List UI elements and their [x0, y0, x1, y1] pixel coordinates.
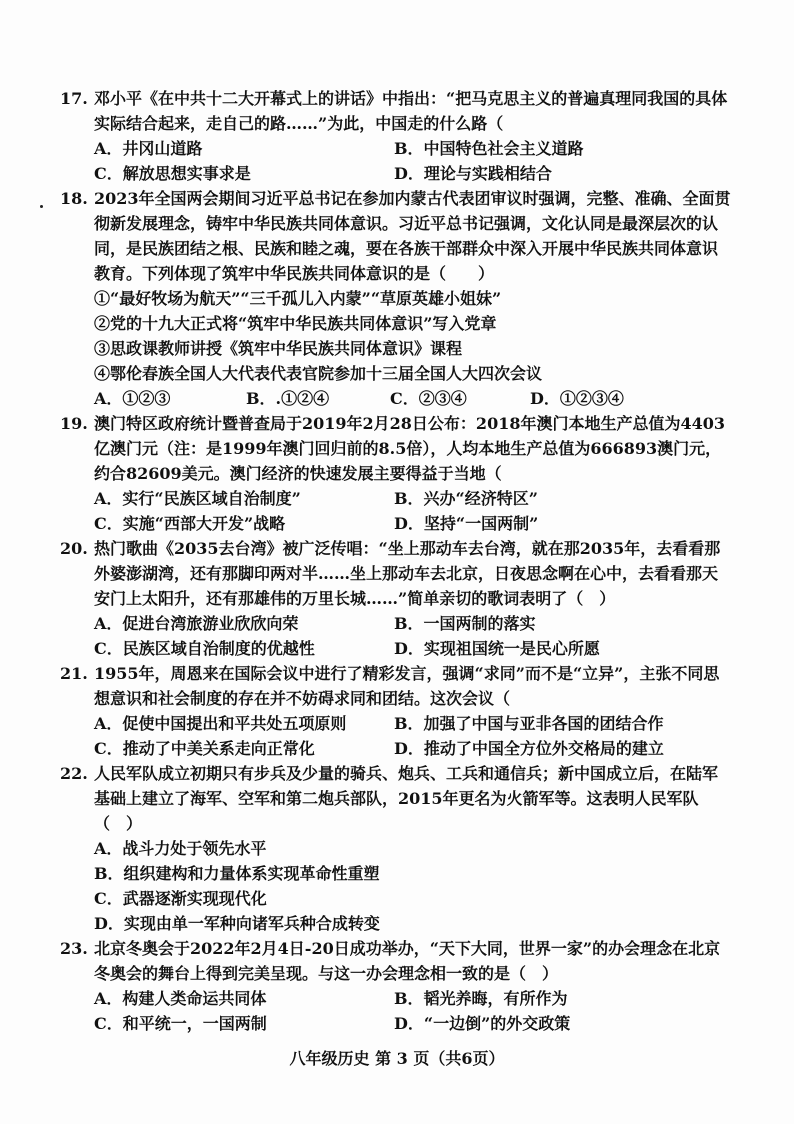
question-number: 19.: [60, 414, 88, 433]
question-19: [60, 411, 732, 536]
statement-2: ②党的十九大正式将“筑牢中华民族共同体意识”写入党章: [94, 314, 497, 333]
option-a: A．促进台湾旅游业欣欣向荣: [94, 614, 299, 633]
question-23: [60, 936, 732, 1036]
question-number: 23.: [60, 939, 88, 958]
question-number: 20.: [60, 539, 88, 558]
question-number: 22.: [60, 764, 88, 783]
question-stem: [60, 86, 732, 136]
option-b: B．兴办“经济特区”: [394, 489, 538, 508]
question-stem: [60, 536, 732, 611]
option-a: A．促使中国提出和平共处五项原则: [94, 714, 347, 733]
question-list: [60, 86, 732, 1036]
option-b: B．组织建构和力量体系实现革命性重塑: [94, 864, 380, 883]
statement-4: ④鄂伦春族全国人大代表代表官院参加十三届全国人大四次会议: [94, 364, 543, 383]
question-stem: [60, 411, 732, 486]
option-c: C．和平统一，一国两制: [94, 1014, 267, 1033]
question-20: [60, 536, 732, 661]
question-number: 21.: [60, 664, 88, 683]
question-21: [60, 661, 732, 761]
option-c: C．民族区域自治制度的优越性: [94, 639, 315, 658]
options: [60, 986, 732, 1036]
option-a: A．实行“民族区域自治制度”: [94, 489, 301, 508]
question-number: 17.: [60, 89, 88, 108]
option-a: A．构建人类命运共同体: [94, 989, 267, 1008]
question-text: 北京冬奥会于2022年2月4日-20日成功举办，“天下大同，世界一家”的办会理念在北京冬奥会的舞台上得到完美呈现。与这一办会理念相一致的是（ ）: [94, 939, 721, 983]
option-a: A．井冈山道路: [94, 139, 203, 158]
option-d: D．理论与实践相结合: [394, 164, 552, 183]
question-text: 邓小平《在中共十二大开幕式上的讲话》中指出：“把马克思主义的普遍真理同我国的具体实际结合起来，走自己的路……”为此，中国走的什么路（: [94, 89, 728, 133]
scan-mark: [40, 205, 43, 208]
option-d: D．推动了中国全方位外交格局的建立: [394, 739, 664, 758]
option-b: B．一国两制的落实: [394, 614, 536, 633]
question-text: 1955年，周恩来在国际会议中进行了精彩发言，强调“求同”而不是“立异”，主张不同思想意识和社会制度的存在并不妨碍求同和团结。这次会议（: [94, 664, 720, 708]
option-d: D．坚持“一国两制”: [394, 514, 539, 533]
question-17: [60, 86, 732, 186]
options: [60, 386, 732, 411]
question-text: 2023年全国两会期间习近平总书记在参加内蒙古代表团审议时强调，完整、准确、全面贯彻新发展理念，铸牢中华民族共同体意识。习近平总书记强调，文化认同是最深层次的认同，是民族团结之根、民族和睦之魂，要在各族干部群众中深入开展中华民族共同体意识教育。下列体现了筑牢中华民族共同体意识的是（ ）: [94, 189, 731, 283]
option-a: A．战斗力处于领先水平: [94, 839, 267, 858]
option-b: B．.①②④: [246, 389, 330, 408]
option-c: C．②③④: [390, 389, 467, 408]
statement-1: ①“最好牧场为航天”“三千孤儿入内蒙”“草原英雄小姐妹”: [94, 289, 502, 308]
question-22: [60, 761, 732, 936]
option-b: B．韬光养晦，有所作为: [394, 989, 568, 1008]
option-a: A．①②③: [94, 389, 171, 408]
question-18: [60, 186, 732, 411]
question-text: 热门歌曲《2035去台湾》被广泛传唱：“坐上那动车去台湾，就在那2035年，去看看那外婆澎湖湾，还有那脚印两对半……坐上那动车去北京，日夜思念啊在心中，去看看那天安门上太阳升，还有那雄伟的万里长城……”简单亲切的歌词表明了（ ）: [94, 539, 721, 608]
question-stem: [60, 186, 732, 286]
option-b: B．中国特色社会主义道路: [394, 139, 584, 158]
option-c: C．推动了中美关系走向正常化: [94, 739, 315, 758]
question-stem: [60, 761, 732, 836]
question-text: 澳门特区政府统计暨普查局于2019年2月28日公布：2018年澳门本地生产总值为4403亿澳门元（注：是1999年澳门回归前的8.5倍），人均本地生产总值为666893澳门元，约合82609美元。澳门经济的快速发展主要得益于当地（: [94, 414, 725, 483]
option-d: D．“一边倒”的外交政策: [394, 1014, 571, 1033]
question-text: 人民军队成立初期只有步兵及少量的骑兵、炮兵、工兵和通信兵；新中国成立后，在陆军基础上建立了海军、空军和第二炮兵部队，2015年更名为火箭军等。这表明人民军队（ ）: [94, 764, 719, 833]
options: [60, 611, 732, 661]
statement-3: ③思政课教师讲授《筑牢中华民族共同体意识》课程: [94, 339, 463, 358]
question-stem: [60, 936, 732, 986]
option-d: D．实现由单一军种向诸军兵种合成转变: [94, 914, 380, 933]
question-number: 18.: [60, 189, 88, 208]
options: [60, 136, 732, 186]
option-d: D．①②③④: [530, 389, 624, 408]
question-stem: [60, 661, 732, 711]
options: [60, 486, 732, 536]
option-c: C．实施“西部大开发”战略: [94, 514, 286, 533]
option-b: B．加强了中国与亚非各国的团结合作: [394, 714, 664, 733]
option-c: C．武器逐渐实现现代化: [94, 889, 267, 908]
options: [60, 711, 732, 761]
option-d: D．实现祖国统一是民心所愿: [394, 639, 600, 658]
page-footer: 八年级历史 第 3 页（共6页）: [289, 1049, 505, 1068]
option-c: C．解放思想实事求是: [94, 164, 251, 183]
